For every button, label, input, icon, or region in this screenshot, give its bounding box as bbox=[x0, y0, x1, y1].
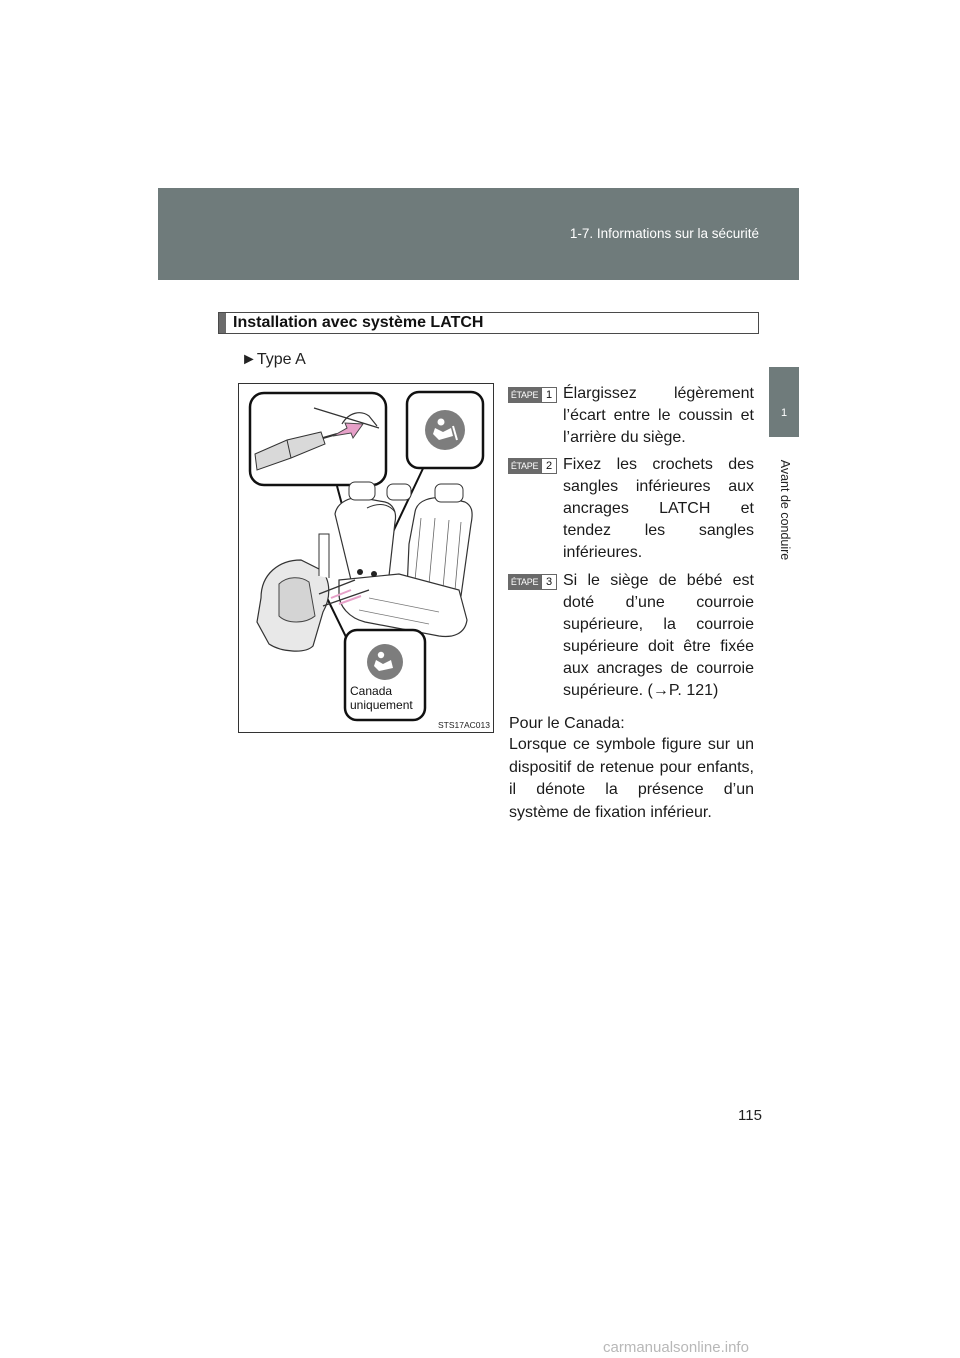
latch-illustration bbox=[238, 383, 494, 733]
figure-caption-line2: uniquement bbox=[350, 698, 413, 712]
figure-caption-line1: Canada bbox=[350, 684, 393, 698]
step-badge-number: 3 bbox=[541, 574, 557, 590]
step-badge-1 bbox=[508, 387, 556, 403]
note-title: Pour le Canada: bbox=[509, 715, 625, 732]
watermark[interactable]: carmanualsonline.info bbox=[603, 1339, 749, 1356]
step-text-1: Élargissez légèrement l’écart entre le coussin et l’arrière du siège. bbox=[563, 385, 754, 446]
type-label: ►Type A bbox=[241, 351, 306, 368]
step-text-3: Si le siège de bébé est doté d’une courroie supérieure, la courroie supérieure doit être fixée aux ancrages de courroie supérieure. (→P. 121) bbox=[563, 572, 754, 699]
figure-caption bbox=[350, 684, 413, 712]
note-text: Lorsque ce symbole figure sur un dispositif de retenue pour enfants, il dénote la présence d’un système de fixation inférieur. bbox=[509, 736, 754, 821]
chapter-tab-label: Avant de conduire bbox=[778, 459, 792, 561]
step-badge-2 bbox=[508, 458, 556, 474]
step-badge-3 bbox=[508, 574, 556, 590]
child-seat-symbol-icon bbox=[425, 410, 465, 450]
step-badge-number: 2 bbox=[541, 458, 557, 474]
step-text-2: Fixez les crochets des sangles inférieures aux ancrages LATCH et tendez les sangles inférieures. bbox=[563, 456, 754, 561]
step-badge-label: ÉTAPE bbox=[508, 458, 541, 474]
step-badge-number: 1 bbox=[541, 387, 557, 403]
page-number: 115 bbox=[738, 1107, 762, 1124]
section-title: Installation avec système LATCH bbox=[233, 314, 484, 331]
child-seat-symbol-icon bbox=[367, 644, 403, 680]
section-heading-accent bbox=[219, 313, 226, 333]
rear-seat-drawing bbox=[239, 384, 493, 732]
chapter-section-title: 1-7. Informations sur la sécurité bbox=[569, 226, 759, 241]
chapter-header bbox=[158, 188, 799, 280]
section-heading bbox=[218, 312, 759, 334]
step-badge-label: ÉTAPE bbox=[508, 574, 541, 590]
step-badge-label: ÉTAPE bbox=[508, 387, 541, 403]
chapter-tab[interactable] bbox=[769, 367, 799, 437]
figure-code: STS17AC013 bbox=[438, 720, 490, 730]
chapter-tab-number: 1 bbox=[780, 407, 788, 419]
